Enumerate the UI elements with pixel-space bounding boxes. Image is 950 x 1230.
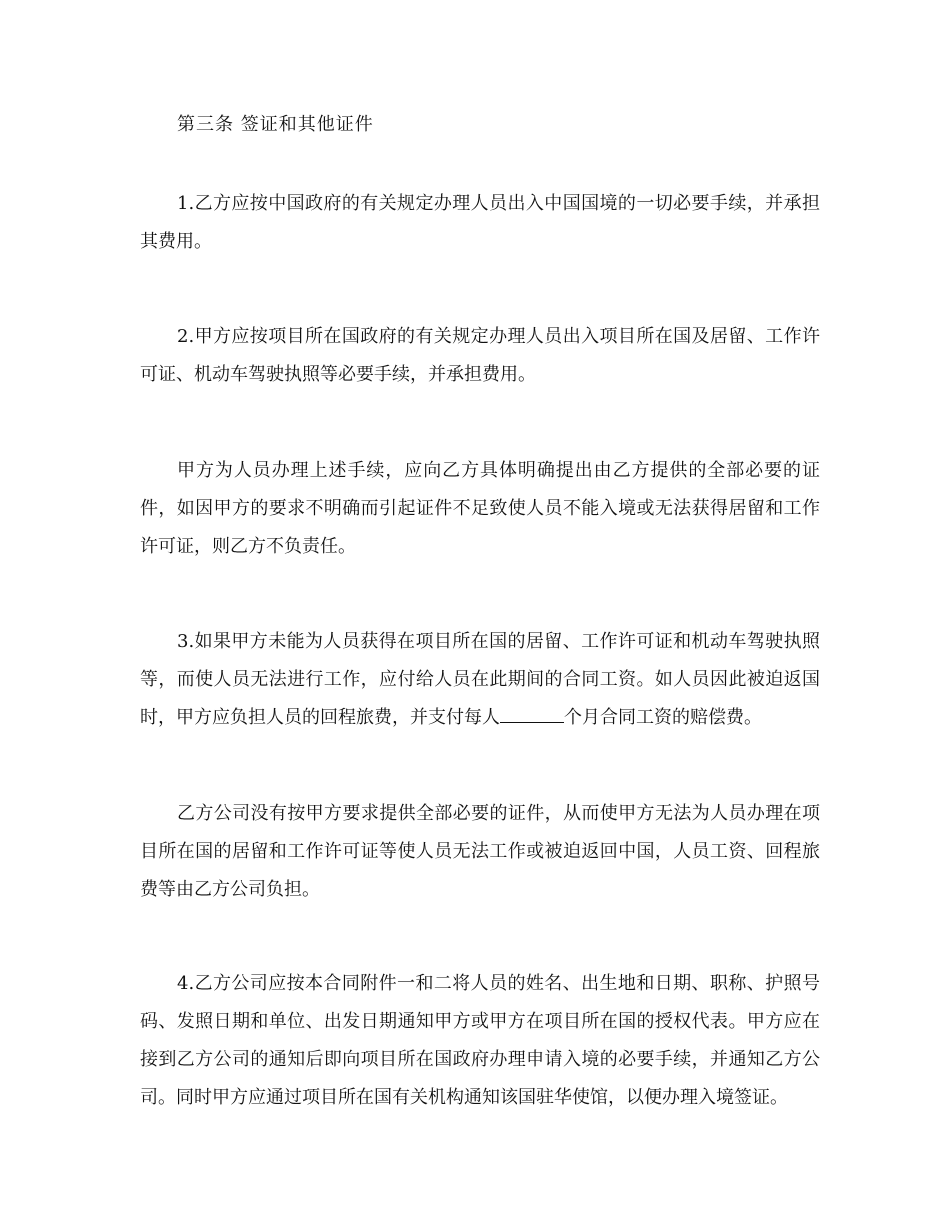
paragraph-1: 1.乙方应按中国政府的有关规定办理人员出入中国国境的一切必要手续，并承担其费用。 (140, 193, 820, 252)
paragraph-3-text-b: 个月合同工资的赔偿费。 (564, 707, 762, 728)
article-heading: 第三条 签证和其他证件 (177, 114, 374, 135)
paragraph-3-text-a: 3.如果甲方未能为人员获得在项目所在国的居留、工作许可证和机动车驾驶执照等，而使人员无法进行工作，应付给人员在此期间的合同工资。如人员因此被迫返国时，甲方应负担人员的回程旅费，并支付每人 (140, 631, 820, 728)
paragraph-2: 2.甲方应按项目所在国政府的有关规定办理人员出入项目所在国及居留、工作许可证、机动车驾驶执照等必要手续，并承担费用。 (140, 326, 820, 385)
paragraph-4: 4.乙方公司应按本合同附件一和二将人员的姓名、出生地和日期、职称、护照号码、发照日期和单位、出发日期通知甲方或甲方在项目所在国的授权代表。甲方应在接到乙方公司的通知后即向项目所在国政府办理申请入境的必要手续，并通知乙方公司。同时甲方应通过项目所在国有关机构通知该国驻华使馆，以便办理入境签证。 (140, 973, 820, 1108)
paragraph-3-note: 乙方公司没有按甲方要求提供全部必要的证件，从而使甲方无法为人员办理在项目所在国的居留和工作许可证等使人员无法工作或被迫返回中国，人员工资、回程旅费等由乙方公司负担。 (140, 803, 820, 900)
paragraph-3 (140, 623, 820, 737)
paragraph-2-note: 甲方为人员办理上述手续，应向乙方具体明确提出由乙方提供的全部必要的证件，如因甲方的要求不明确而引起证件不足致使人员不能入境或无法获得居留和工作许可证，则乙方不负责任。 (140, 460, 820, 557)
compensation-months-blank (500, 704, 564, 723)
